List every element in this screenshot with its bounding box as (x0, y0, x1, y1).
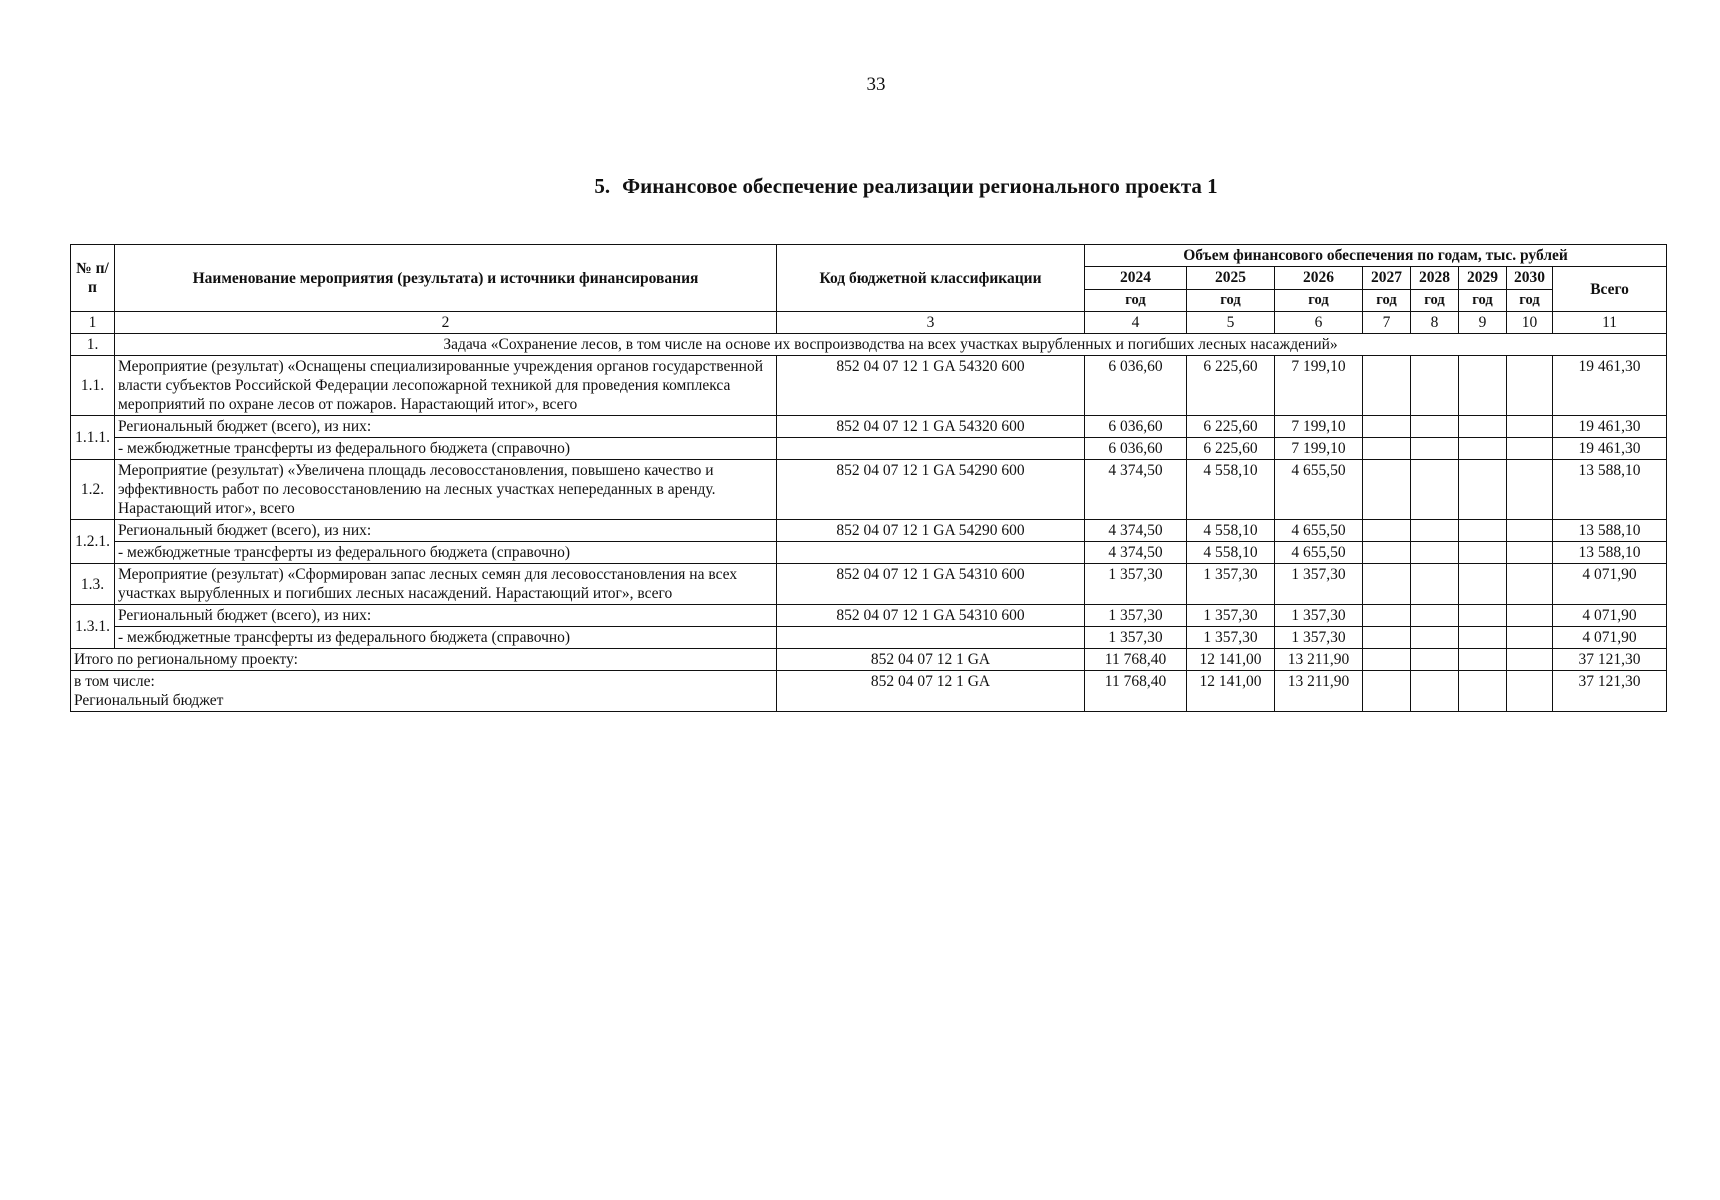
subrow-2029 (1459, 438, 1507, 460)
column-number: 4 (1085, 312, 1187, 334)
row-code: 852 04 07 12 1 GA 54290 600 (777, 520, 1085, 542)
total-2025: 12 141,00 (1187, 649, 1275, 671)
row-total: 19 461,30 (1553, 356, 1667, 416)
header-year-word: год (1507, 290, 1553, 312)
row-name: Мероприятие (результат) «Оснащены специализированные учреждения органов государственной власти субъектов Российской Федерации лесопожарной техникой для проведения комплекса мероприятий по охране лесов от пожаров. Нарастающий итог», всего (115, 356, 777, 416)
row-2029 (1459, 520, 1507, 542)
header-year: 2024 (1085, 267, 1187, 290)
task-row (71, 334, 1667, 356)
column-number: 8 (1411, 312, 1459, 334)
including-2029 (1459, 671, 1507, 712)
header-year: 2025 (1187, 267, 1275, 290)
subrow-code (777, 627, 1085, 649)
header-year-word: год (1275, 290, 1363, 312)
row-2030 (1507, 520, 1553, 542)
row-2028 (1411, 520, 1459, 542)
row-2027 (1363, 416, 1411, 438)
row-2030 (1507, 460, 1553, 520)
row-2030 (1507, 356, 1553, 416)
including-2024: 11 768,40 (1085, 671, 1187, 712)
including-code: 852 04 07 12 1 GA (777, 671, 1085, 712)
subrow-2028 (1411, 438, 1459, 460)
total-2027 (1363, 649, 1411, 671)
row-2024: 6 036,60 (1085, 356, 1187, 416)
row-2027 (1363, 605, 1411, 627)
row-2026: 1 357,30 (1275, 605, 1363, 627)
row-name: Мероприятие (результат) «Увеличена площадь лесовосстановления, повышено качество и эффективность работ по лесовосстановлению на лесных участках непереданных в аренду. Нарастающий итог», всего (115, 460, 777, 520)
row-2025: 6 225,60 (1187, 416, 1275, 438)
header-num: № п/п (71, 245, 115, 312)
section-number: 5. (594, 174, 611, 198)
row-2029 (1459, 605, 1507, 627)
subrow-code (777, 438, 1085, 460)
task-text: Задача «Сохранение лесов, в том числе на основе их воспроизводства на всех участках вырубленных и погибших лесных насаждений» (115, 334, 1667, 356)
row-2026: 4 655,50 (1275, 520, 1363, 542)
including-label-line2: Региональный бюджет (74, 692, 224, 709)
total-2029 (1459, 649, 1507, 671)
subrow-2028 (1411, 542, 1459, 564)
including-label (71, 671, 777, 712)
row-2028 (1411, 416, 1459, 438)
column-number: 7 (1363, 312, 1411, 334)
row-2027 (1363, 460, 1411, 520)
row-2029 (1459, 460, 1507, 520)
financing-table (70, 244, 1667, 712)
column-number: 5 (1187, 312, 1275, 334)
row-2026: 7 199,10 (1275, 356, 1363, 416)
row-num: 1.3.1. (71, 605, 115, 649)
row-total: 4 071,90 (1553, 564, 1667, 605)
table-row (71, 356, 1667, 416)
subrow-2025: 1 357,30 (1187, 627, 1275, 649)
row-2027 (1363, 520, 1411, 542)
header-year-word: год (1459, 290, 1507, 312)
header-year: 2027 (1363, 267, 1411, 290)
total-2026: 13 211,90 (1275, 649, 1363, 671)
header-volume: Объем финансового обеспечения по годам, тыс. рублей (1085, 245, 1667, 267)
total-sum: 37 121,30 (1553, 649, 1667, 671)
header-name: Наименование мероприятия (результата) и источники финансирования (115, 245, 777, 312)
row-code: 852 04 07 12 1 GA 54310 600 (777, 564, 1085, 605)
row-2030 (1507, 416, 1553, 438)
row-2024: 1 357,30 (1085, 605, 1187, 627)
subrow-2028 (1411, 627, 1459, 649)
row-name: Региональный бюджет (всего), из них: (115, 416, 777, 438)
including-2028 (1411, 671, 1459, 712)
table-subrow (71, 438, 1667, 460)
column-number: 3 (777, 312, 1085, 334)
row-2024: 4 374,50 (1085, 460, 1187, 520)
row-code: 852 04 07 12 1 GA 54320 600 (777, 356, 1085, 416)
row-2028 (1411, 460, 1459, 520)
subrow-2030 (1507, 627, 1553, 649)
including-2026: 13 211,90 (1275, 671, 1363, 712)
subrow-total: 4 071,90 (1553, 627, 1667, 649)
column-number: 11 (1553, 312, 1667, 334)
page-title (0, 174, 1720, 199)
including-2030 (1507, 671, 1553, 712)
header-year-word: год (1085, 290, 1187, 312)
subrow-2030 (1507, 438, 1553, 460)
subrow-2025: 6 225,60 (1187, 438, 1275, 460)
row-2025: 1 357,30 (1187, 564, 1275, 605)
header-year: 2029 (1459, 267, 1507, 290)
row-2027 (1363, 356, 1411, 416)
subrow-total: 19 461,30 (1553, 438, 1667, 460)
including-label-line1: в том числе: (74, 673, 155, 690)
row-2025: 1 357,30 (1187, 605, 1275, 627)
subrow-2027 (1363, 438, 1411, 460)
row-2028 (1411, 356, 1459, 416)
total-code: 852 04 07 12 1 GA (777, 649, 1085, 671)
row-2024: 1 357,30 (1085, 564, 1187, 605)
subrow-name: - межбюджетные трансферты из федерального бюджета (справочно) (115, 438, 777, 460)
row-2025: 6 225,60 (1187, 356, 1275, 416)
header-total: Всего (1553, 267, 1667, 312)
row-2029 (1459, 416, 1507, 438)
row-2025: 4 558,10 (1187, 520, 1275, 542)
column-number: 10 (1507, 312, 1553, 334)
row-name: Мероприятие (результат) «Сформирован запас лесных семян для лесовосстановления на всех участках вырубленных и погибших лесных насаждений. Нарастающий итог», всего (115, 564, 777, 605)
including-2025: 12 141,00 (1187, 671, 1275, 712)
row-num: 1.1. (71, 356, 115, 416)
header-code: Код бюджетной классификации (777, 245, 1085, 312)
subrow-2024: 6 036,60 (1085, 438, 1187, 460)
column-number: 9 (1459, 312, 1507, 334)
subrow-2024: 1 357,30 (1085, 627, 1187, 649)
row-num: 1.3. (71, 564, 115, 605)
row-2024: 6 036,60 (1085, 416, 1187, 438)
subrow-total: 13 588,10 (1553, 542, 1667, 564)
subrow-2029 (1459, 627, 1507, 649)
subrow-2030 (1507, 542, 1553, 564)
subrow-2027 (1363, 542, 1411, 564)
subrow-2026: 1 357,30 (1275, 627, 1363, 649)
section-title: Финансовое обеспечение реализации регионального проекта 1 (622, 174, 1218, 198)
total-2030 (1507, 649, 1553, 671)
row-2024: 4 374,50 (1085, 520, 1187, 542)
table-subrow (71, 542, 1667, 564)
including-sum: 37 121,30 (1553, 671, 1667, 712)
row-2026: 1 357,30 (1275, 564, 1363, 605)
row-num: 1.1.1. (71, 416, 115, 460)
subrow-2025: 4 558,10 (1187, 542, 1275, 564)
column-number: 2 (115, 312, 777, 334)
total-2024: 11 768,40 (1085, 649, 1187, 671)
subrow-code (777, 542, 1085, 564)
subrow-2029 (1459, 542, 1507, 564)
row-2029 (1459, 356, 1507, 416)
page-number: 33 (866, 74, 886, 95)
row-name: Региональный бюджет (всего), из них: (115, 520, 777, 542)
task-num: 1. (71, 334, 115, 356)
row-total: 13 588,10 (1553, 520, 1667, 542)
column-number-row (71, 312, 1667, 334)
row-total: 13 588,10 (1553, 460, 1667, 520)
subrow-2027 (1363, 627, 1411, 649)
header-year: 2028 (1411, 267, 1459, 290)
row-2026: 4 655,50 (1275, 460, 1363, 520)
table-row (71, 564, 1667, 605)
table-row (71, 416, 1667, 438)
header-year-word: год (1363, 290, 1411, 312)
row-2028 (1411, 564, 1459, 605)
row-2026: 7 199,10 (1275, 416, 1363, 438)
row-code: 852 04 07 12 1 GA 54320 600 (777, 416, 1085, 438)
row-total: 19 461,30 (1553, 416, 1667, 438)
row-num: 1.2.1. (71, 520, 115, 564)
table-subrow (71, 627, 1667, 649)
including-2027 (1363, 671, 1411, 712)
row-total: 4 071,90 (1553, 605, 1667, 627)
row-2030 (1507, 605, 1553, 627)
total-label: Итого по региональному проекту: (71, 649, 777, 671)
header-year: 2026 (1275, 267, 1363, 290)
subrow-2026: 7 199,10 (1275, 438, 1363, 460)
row-2027 (1363, 564, 1411, 605)
header-year-word: год (1187, 290, 1275, 312)
subrow-name: - межбюджетные трансферты из федерального бюджета (справочно) (115, 542, 777, 564)
total-row (71, 649, 1667, 671)
row-code: 852 04 07 12 1 GA 54290 600 (777, 460, 1085, 520)
subrow-name: - межбюджетные трансферты из федерального бюджета (справочно) (115, 627, 777, 649)
total-2028 (1411, 649, 1459, 671)
subrow-2026: 4 655,50 (1275, 542, 1363, 564)
table-row (71, 605, 1667, 627)
row-name: Региональный бюджет (всего), из них: (115, 605, 777, 627)
row-num: 1.2. (71, 460, 115, 520)
table-row (71, 460, 1667, 520)
including-row (71, 671, 1667, 712)
header-row (71, 245, 1667, 267)
column-number: 6 (1275, 312, 1363, 334)
header-year: 2030 (1507, 267, 1553, 290)
subrow-2024: 4 374,50 (1085, 542, 1187, 564)
row-2028 (1411, 605, 1459, 627)
header-year-word: год (1411, 290, 1459, 312)
row-code: 852 04 07 12 1 GA 54310 600 (777, 605, 1085, 627)
row-2029 (1459, 564, 1507, 605)
table-row (71, 520, 1667, 542)
row-2030 (1507, 564, 1553, 605)
column-number: 1 (71, 312, 115, 334)
row-2025: 4 558,10 (1187, 460, 1275, 520)
